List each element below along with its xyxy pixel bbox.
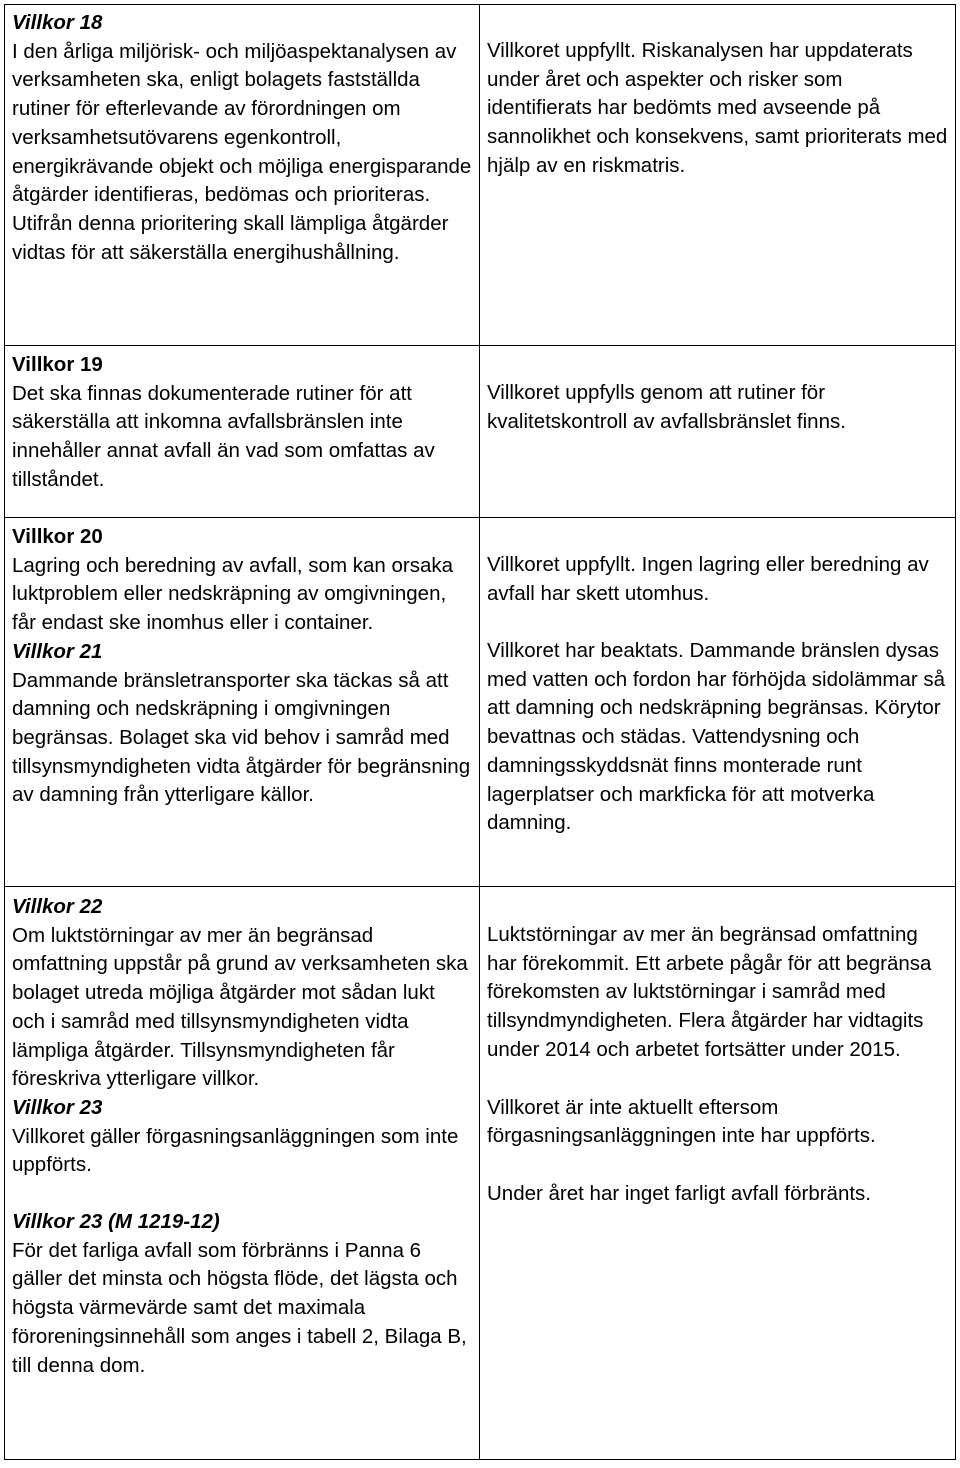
status-cell (480, 5, 956, 346)
condition-title: Villkor 21 (12, 639, 103, 663)
condition-status: Villkoret uppfylls genom att rutiner för kvalitetskontroll av avfallsbränslet finns. (487, 381, 846, 433)
conditions-table (4, 4, 956, 1460)
table-row (5, 518, 956, 887)
condition-text: Dammande bränsletransporter ska täckas så att damning och nedskräpning i omgivningen begränsas. Bolaget ska vid behov i samråd med tillsynsmyndigheten vidta åtgärder för begränsning av damning från ytterligare källor. (12, 668, 471, 807)
table-row (5, 346, 956, 518)
condition-text: Lagring och beredning av avfall, som kan orsaka luktproblem eller nedskräpning av omgivningen, får endast ske inomhus eller i container. (12, 553, 454, 635)
status-cell (480, 887, 956, 1460)
condition-status: Under året har inget farligt avfall förbränts. (487, 1181, 871, 1205)
condition-cell (5, 518, 480, 887)
status-cell (480, 346, 956, 518)
condition-cell (5, 346, 480, 518)
spacer (12, 1180, 472, 1208)
condition-title: Villkor 23 (12, 1095, 103, 1119)
condition-status: Luktstörningar av mer än begränsad omfattning har förekommit. Ett arbete pågår för att begränsa förekomsten av luktstörningar i samråd med tillsyndmyndigheten. Flera åtgärder har vidtagits under 2014 och arbetet fortsätter under 2015. (487, 923, 932, 1061)
status-cell (480, 518, 956, 887)
condition-status: Villkoret har beaktats. Dammande bränslen dysas med vatten och fordon har förhöjda sidolämmar så att damning och nedskräpning begränsas. Körytor bevattnas och städas. Vattendysning och damningsskyddsnät finns monterade runt lagerplatser och markficka för att motverka damning. (487, 639, 946, 835)
condition-cell (5, 5, 480, 346)
condition-text: Det ska finnas dokumenterade rutiner för att säkerställa att inkomna avfallsbränslen inte innehåller annat avfall än vad som omfattas av tillståndet. (12, 381, 435, 491)
condition-status: Villkoret uppfyllt. Ingen lagring eller beredning av avfall har skett utomhus. (487, 553, 929, 605)
condition-text: Villkoret gäller förgasningsanläggningen som inte uppförts. (12, 1124, 459, 1177)
condition-text: I den årliga miljörisk- och miljöaspektanalysen av verksamheten ska, enligt bolagets fastställda rutiner för efterlevande av förordningen om verksamhetsutövarens egenkontroll, energikrävande objekt och möjliga energisparande åtgärder identifieras, bedömas och prioriteras. Utifrån denna prioritering skall lämpliga åtgärder vidtas för att säkerställa energihushållning. (12, 39, 472, 264)
condition-title: Villkor 23 (M 1219-12) (12, 1210, 220, 1234)
condition-title: Villkor 18 (12, 11, 103, 34)
condition-cell (5, 887, 480, 1460)
condition-text: För det farliga avfall som förbränns i Panna 6 gäller det minsta och högsta flöde, det lägsta och högsta värmevärde samt det maximala föroreningsinnehåll som anges i tabell 2, Bilaga B, till denna dom. (12, 1238, 467, 1377)
condition-status: Villkoret är inte aktuellt eftersom förgasningsanläggningen inte har uppförts. (487, 1095, 876, 1148)
table-row (5, 887, 956, 1460)
condition-status: Villkoret uppfyllt. Riskanalysen har uppdaterats under året och aspekter och risker som identifierats har bedömts med avseende på sannolikhet och konsekvens, samt prioriterats med hjälp av en riskmatris. (487, 39, 948, 177)
condition-text: Om luktstörningar av mer än begränsad omfattning uppstår på grund av verksamheten ska bolaget utreda möjliga åtgärder mot sådan lukt och i samråd med tillsynsmyndigheten vidta lämpliga åtgärder. Tillsynsmyndigheten får föreskriva ytterligare villkor. (12, 923, 468, 1091)
spacer (487, 1065, 948, 1094)
condition-title: Villkor 20 (12, 525, 103, 548)
table-row (5, 5, 956, 346)
condition-title: Villkor 19 (12, 353, 103, 376)
condition-title: Villkor 22 (12, 895, 103, 918)
spacer (487, 1151, 948, 1180)
